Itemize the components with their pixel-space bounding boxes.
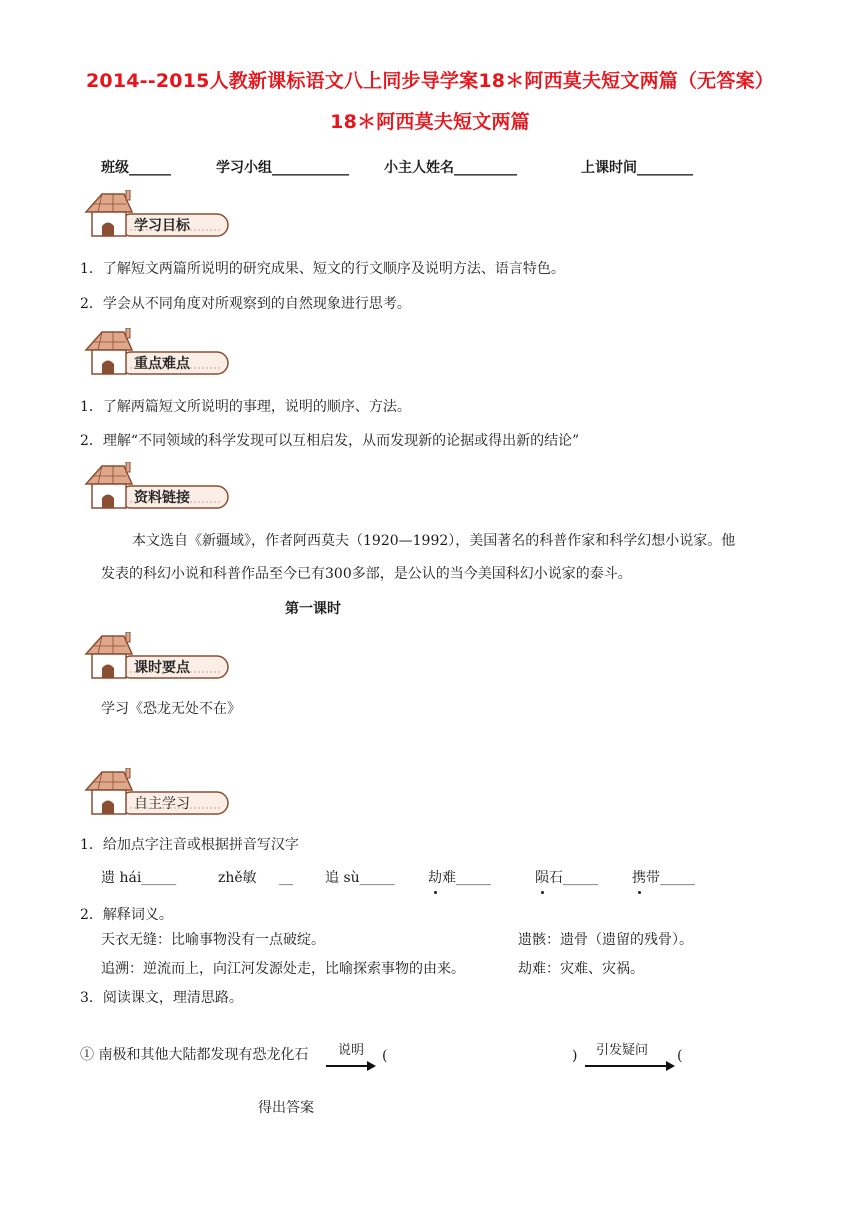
flow-paren-open-1: ( [382, 1048, 388, 1064]
emphasis-dot-char: 陨 [535, 870, 549, 886]
flow-arrow-2-label: 引发疑问 [596, 1043, 649, 1058]
pinyin-item-4-rest: 难_____ [442, 870, 491, 886]
section-heading-materials: 资料链接 [134, 490, 190, 506]
flow-result: 得出答案 [258, 1100, 314, 1116]
class-field[interactable]: 班级______ [101, 160, 171, 176]
section-heading-lesson-points: 课时要点 [134, 660, 190, 676]
document-title: 2014--2015人教新课标语文八上同步导学案18＊阿西莫夫短文两篇（无答案） [86, 70, 774, 92]
section-heading-key-points: 重点难点 [134, 356, 190, 372]
flow-arrow-1 [326, 1061, 374, 1071]
question-2: 2．解释词义。 [80, 907, 173, 923]
section-badge-self-study [80, 768, 230, 818]
section-heading-objectives: 学习目标 [134, 218, 190, 234]
study-group-field[interactable]: 学习小组___________ [216, 160, 349, 176]
lesson-points-text: 学习《恐龙无处不在》 [101, 701, 241, 717]
pinyin-item-6 [632, 868, 695, 888]
definition-1: 天衣无缝：比喻事物没有一点破绽。 [101, 932, 325, 948]
document-subtitle: 18＊阿西莫夫短文两篇 [330, 111, 530, 133]
pinyin-item-2-word: zhě敏 [218, 870, 257, 886]
objective-item-1: 1．了解短文两篇所说明的研究成果、短文的行文顺序及说明方法、语言特色。 [80, 261, 565, 277]
flow-arrow-2 [585, 1061, 673, 1071]
definition-3: 追溯：逆流而上，向江河发源处走，比喻探索事物的由来。 [101, 961, 465, 977]
pinyin-item-5-rest: 石_____ [549, 870, 598, 886]
emphasis-dot-char: 劫 [428, 870, 442, 886]
flow-paren-open-2: ( [677, 1048, 683, 1064]
emphasis-dot-char: 携 [632, 870, 646, 886]
section-badge-materials [80, 462, 230, 512]
pinyin-item-6-rest: 带_____ [646, 870, 695, 886]
question-1: 1．给加点字注音或根据拼音写汉字 [80, 837, 299, 853]
pinyin-item-5 [535, 868, 598, 888]
section-badge-objectives [80, 190, 230, 240]
key-point-item-2: 2．理解“不同领域的科学发现可以互相启发，从而发现新的论据或得出新的结论” [80, 433, 580, 449]
arrow-head-icon [367, 1061, 376, 1071]
definition-2: 遗骸：遗骨（遗留的残骨）。 [518, 932, 693, 948]
question-3: 3．阅读课文，理清思路。 [80, 990, 243, 1006]
pinyin-item-2 [218, 868, 293, 888]
section-badge-key-points [80, 328, 230, 378]
flow-paren-close-1: ) [572, 1048, 578, 1064]
section-heading-self-study: 自主学习 [134, 796, 190, 812]
materials-line-2: 发表的科幻小说和科普作品至今已有300多部，是公认的当今美国科幻小说家的泰斗。 [101, 566, 632, 582]
materials-line-1: 本文选自《新疆域》，作者阿西莫夫（1920—1992），美国著名的科普作家和科学幻想小说家。他 [132, 533, 736, 549]
flow-start: ① 南极和其他大陆都发现有恐龙化石 [80, 1047, 309, 1063]
key-point-item-1: 1．了解两篇短文所说明的事理，说明的顺序、方法。 [80, 399, 411, 415]
class-time-field[interactable]: 上课时间________ [581, 160, 693, 176]
pinyin-item-1: 遗 hái_____ [101, 870, 177, 886]
pinyin-item-3: 追 sù_____ [325, 870, 395, 886]
definition-4: 劫难：灾难、灾祸。 [518, 961, 644, 977]
objective-item-2: 2．学会从不同角度对所观察到的自然现象进行思考。 [80, 296, 411, 312]
flow-arrow-1-label: 说明 [338, 1043, 365, 1058]
arrow-head-icon [666, 1061, 675, 1071]
pinyin-item-2-blank: __ [279, 870, 294, 886]
lesson-title: 第一课时 [285, 601, 341, 617]
pinyin-item-4 [428, 868, 491, 888]
host-name-field[interactable]: 小主人姓名_________ [384, 160, 517, 176]
section-badge-lesson-points [80, 632, 230, 682]
